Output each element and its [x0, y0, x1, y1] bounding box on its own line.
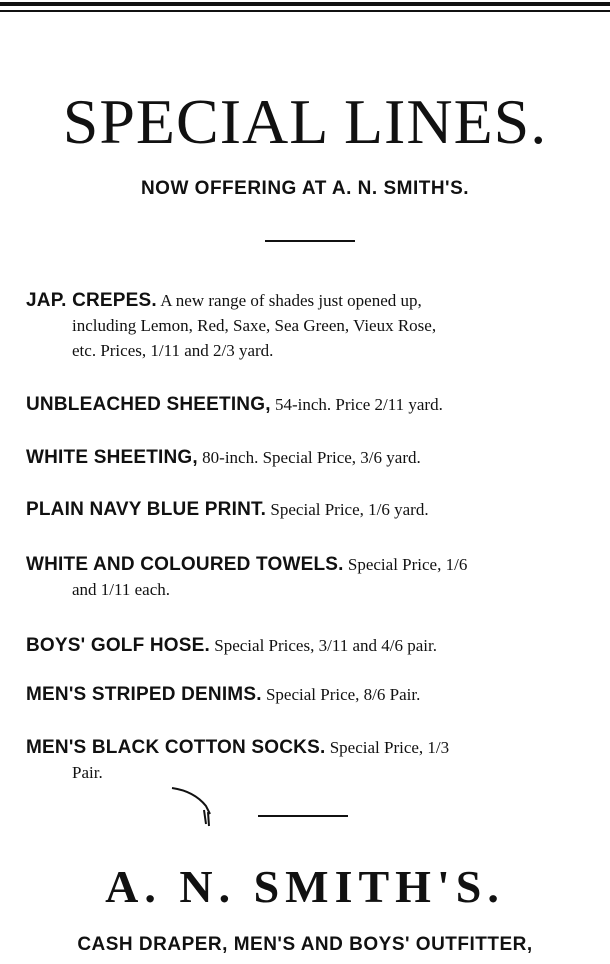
list-item-striped-denims [26, 682, 586, 707]
item-description-continued: and 1/11 each. [72, 580, 171, 599]
item-description: Special Price, 1/6 [347, 555, 468, 574]
item-name: WHITE SHEETING, [26, 447, 198, 468]
item-name: UNBLEACHED SHEETING, [26, 394, 271, 415]
page-title: SPECIAL LINES. [62, 86, 548, 157]
list-item-unbleached-sheeting [26, 392, 586, 417]
list-item-golf-hose [26, 633, 586, 658]
item-description: 80-inch. Special Price, 3/6 yard. [202, 448, 421, 467]
item-description-continued: etc. Prices, 1/11 and 2/3 yard. [72, 341, 274, 360]
top-rule-thick [0, 2, 610, 6]
list-item-cotton-socks [26, 735, 586, 785]
item-description: Special Prices, 3/11 and 4/6 pair. [214, 636, 437, 655]
item-name: JAP. CREPES. [26, 290, 157, 311]
item-name: WHITE AND COLOURED TOWELS. [26, 554, 344, 575]
item-description-continued: including Lemon, Red, Saxe, Sea Green, Vieux Rose, [72, 316, 437, 335]
divider-bottom [258, 815, 348, 817]
list-item-navy-blue-print [26, 497, 586, 522]
item-name: MEN'S STRIPED DENIMS. [26, 684, 262, 705]
top-rule-thin [0, 10, 610, 12]
item-description: Special Price, 1/3 [329, 738, 450, 757]
page-subtitle: NOW OFFERING AT A. N. SMITH'S. [140, 178, 470, 199]
list-item-towels [26, 552, 586, 602]
item-description: Special Price, 8/6 Pair. [265, 685, 421, 704]
divider-top [265, 240, 355, 242]
list-item-white-sheeting [26, 445, 586, 470]
item-name: MEN'S BLACK COTTON SOCKS. [26, 737, 326, 758]
item-description: A new range of shades just opened up, [160, 291, 422, 310]
item-description-continued: Pair. [72, 763, 103, 782]
store-name: A. N. SMITH'S. [105, 861, 505, 912]
store-tagline: CASH DRAPER, MEN'S AND BOYS' OUTFITTER, [77, 934, 533, 955]
item-description: Special Price, 1/6 yard. [270, 500, 429, 519]
item-description: 54-inch. Price 2/11 yard. [274, 395, 443, 414]
list-item-jap-crepes [26, 288, 586, 363]
item-name: BOYS' GOLF HOSE. [26, 635, 211, 656]
pointing-hand-icon [168, 780, 228, 830]
item-name: PLAIN NAVY BLUE PRINT. [26, 499, 267, 520]
